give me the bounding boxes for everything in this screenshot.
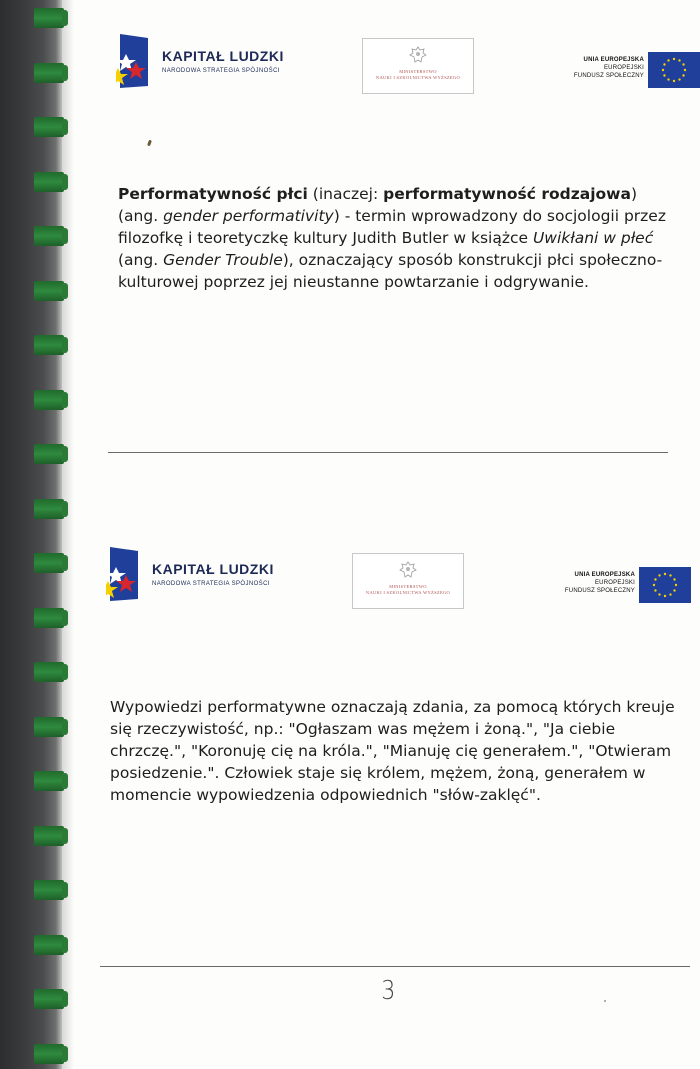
binding-ring <box>34 608 64 628</box>
kapital-ludzki-logo <box>116 32 336 94</box>
eagle-emblem-icon <box>399 560 417 580</box>
english-term-italic: gender performativity <box>163 207 334 225</box>
binding-ring <box>34 390 64 410</box>
eu-star-icon <box>673 589 675 591</box>
ministry-line-1: MINISTERSTWO <box>389 584 427 589</box>
definition-part-4: (ang. <box>118 251 164 269</box>
book-english-title-italic: Gender Trouble <box>163 251 283 269</box>
binding-ring <box>34 935 64 955</box>
eu-line-3: FUNDUSZ SPOŁECZNY <box>564 588 635 594</box>
binding-ring <box>34 826 64 846</box>
eu-star-icon <box>667 78 669 80</box>
binding-ring <box>34 880 64 900</box>
separator-line-2 <box>100 966 690 967</box>
eu-star-icon <box>673 58 675 60</box>
binding-ring <box>34 771 64 791</box>
kapital-ludzki-logo <box>106 545 326 607</box>
eu-star-icon <box>663 74 665 76</box>
eu-star-icon <box>675 584 677 586</box>
kapital-ludzki-title: KAPITAŁ LUDZKI <box>162 48 284 64</box>
ministry-logo <box>362 38 474 94</box>
eu-line-2: EUROPEJSKI <box>594 580 635 586</box>
ministry-name <box>357 584 459 596</box>
ministry-line-1: MINISTERSTWO <box>399 69 437 74</box>
binding-ring <box>34 553 64 573</box>
performative-utterances-text: Wypowiedzi performatywne oznaczają zdania, za pomocą których kreuje się rzeczywistość, np.: "Ogłaszam was mężem i żoną.", "Ja ciebie chrzczę.", "Koronuję cię na króla.", "Mianuję cię generałem.", "Otwieram posiedzenie.". Człowiek staje się królem, mężem, żoną, generałem w momencie wypowiedzenia odpowiednich "słów-zaklęć". <box>110 698 675 804</box>
eu-star-icon <box>669 574 671 576</box>
eu-logo <box>531 565 691 607</box>
binding-ring <box>34 226 64 246</box>
eagle-emblem-icon <box>409 45 427 65</box>
binding-ring <box>34 281 64 301</box>
binding-ring <box>34 1044 64 1064</box>
eu-star-icon <box>654 589 656 591</box>
definition-part-2: ) (ang. <box>118 185 638 225</box>
ministry-line-2: NAUKI I SZKOLNICTWA WYŻSZEGO <box>365 590 451 595</box>
binding-ring <box>34 989 64 1009</box>
eu-line-3: FUNDUSZ SPOŁECZNY <box>573 73 644 79</box>
eu-line-2: EUROPEJSKI <box>603 65 644 71</box>
alt-term-bold: performatywność rodzajowa <box>383 185 631 203</box>
binding-ring <box>34 63 64 83</box>
eu-star-icon <box>667 59 669 61</box>
eu-star-icon <box>654 578 656 580</box>
binding-ring <box>34 172 64 192</box>
kapital-ludzki-flag-icon <box>116 32 152 90</box>
eu-logo <box>540 50 700 92</box>
eu-star-icon <box>664 573 666 575</box>
book-title-italic: Uwikłani w płeć <box>532 229 654 247</box>
definition-part-1: (inaczej: <box>307 185 384 203</box>
kapital-ludzki-flag-icon <box>106 545 142 603</box>
eu-star-icon <box>673 578 675 580</box>
eu-flag-icon <box>648 52 700 88</box>
binding-ring <box>34 8 64 28</box>
slide-1-header <box>80 32 700 102</box>
kapital-ludzki-subtitle: NARODOWA STRATEGIA SPÓJNOŚCI <box>152 581 270 587</box>
binding-ring <box>34 444 64 464</box>
eu-line-1: UNIA EUROPEJSKA <box>583 57 644 63</box>
ministry-logo <box>352 553 464 609</box>
binding-ring <box>34 499 64 519</box>
performativity-definition <box>118 183 678 293</box>
binding-strip <box>0 0 62 1069</box>
binding-ring <box>34 717 64 737</box>
separator-line-1 <box>108 452 668 453</box>
eu-star-icon <box>682 74 684 76</box>
eu-star-icon <box>678 78 680 80</box>
binding-ring <box>34 335 64 355</box>
eu-star-icon <box>673 80 675 82</box>
kapital-ludzki-subtitle: NARODOWA STRATEGIA SPÓJNOŚCI <box>162 68 280 74</box>
eu-text <box>565 571 635 595</box>
eu-star-icon <box>658 574 660 576</box>
binding-ring <box>34 662 64 682</box>
ministry-line-2: NAUKI I SZKOLNICTWA WYŻSZEGO <box>375 75 461 80</box>
slide-1 <box>80 32 700 462</box>
eu-star-icon <box>682 63 684 65</box>
eu-line-1: UNIA EUROPEJSKA <box>574 572 635 578</box>
binding-ring <box>34 117 64 137</box>
eu-star-icon <box>663 63 665 65</box>
eu-star-icon <box>684 69 686 71</box>
kapital-ludzki-title: KAPITAŁ LUDZKI <box>152 561 274 577</box>
eu-star-icon <box>669 593 671 595</box>
handwritten-page-number: 3 <box>381 976 396 1006</box>
eu-star-icon <box>653 584 655 586</box>
definition-part-3: ) - termin wprowadzony do socjologii przez filozofkę i teoretyczkę kultury Judith Butler w książce <box>118 207 666 247</box>
eu-star-icon <box>664 595 666 597</box>
ministry-name <box>367 69 469 81</box>
eu-flag-icon <box>639 567 691 603</box>
eu-star-icon <box>662 69 664 71</box>
binding-edge <box>62 0 74 1069</box>
slide-2-header <box>80 545 700 615</box>
definition-part-5: ), oznaczający sposób konstrukcji płci społeczno-kulturowej poprzez jej nieustanne powtarzanie i odgrywanie. <box>118 251 663 291</box>
scan-speck <box>147 140 152 147</box>
eu-star-icon <box>678 59 680 61</box>
scan-speck <box>604 1000 607 1003</box>
eu-star-icon <box>658 593 660 595</box>
slide-2 <box>80 545 700 975</box>
eu-text <box>574 56 644 80</box>
term-bold: Performatywność płci <box>118 185 308 203</box>
